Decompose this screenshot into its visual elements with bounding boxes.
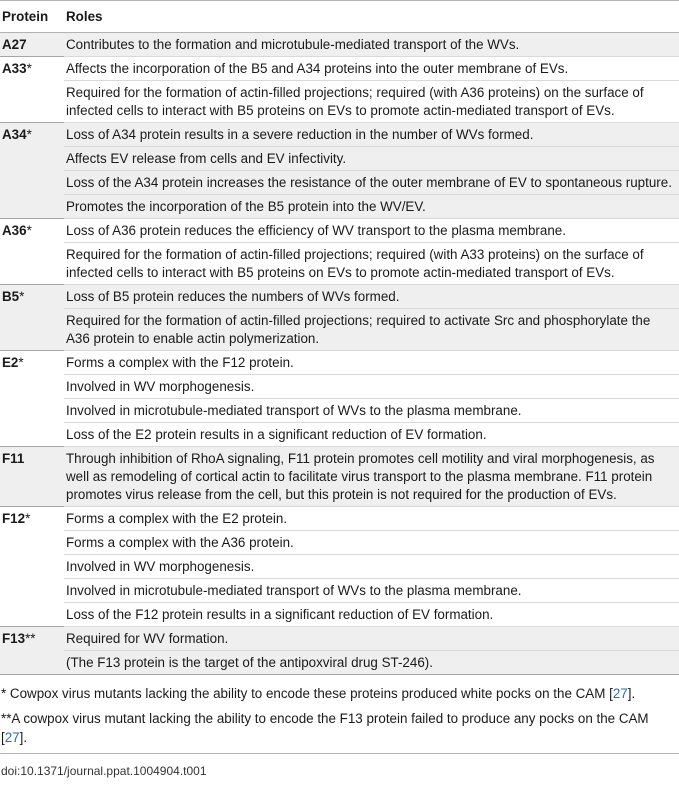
role-description: Loss of the F12 protein results in a significant reduction of EV formation. bbox=[64, 603, 679, 627]
protein-name: A33 bbox=[2, 61, 27, 76]
protein-cell bbox=[0, 555, 64, 579]
protein-name: F13 bbox=[2, 631, 26, 646]
footnote-text: * Cowpox virus mutants lacking the ability to encode these proteins produced white pocks on the CAM [ bbox=[1, 686, 613, 701]
role-description: Loss of the A34 protein increases the resistance of the outer membrane of EV to spontaneous rupture. bbox=[64, 171, 679, 195]
header-protein: Protein bbox=[0, 1, 64, 33]
protein-name: E2 bbox=[2, 355, 19, 370]
table-row bbox=[0, 651, 679, 675]
protein-name: B5 bbox=[2, 289, 20, 304]
protein-cell bbox=[0, 309, 64, 351]
footnote-marker: * bbox=[26, 127, 32, 142]
table-row bbox=[0, 57, 679, 81]
role-description: Involved in WV morphogenesis. bbox=[64, 375, 679, 399]
protein-name: A36 bbox=[2, 223, 27, 238]
protein-cell bbox=[0, 285, 64, 309]
role-description: Involved in WV morphogenesis. bbox=[64, 555, 679, 579]
table-row bbox=[0, 81, 679, 123]
table-row bbox=[0, 351, 679, 375]
footnote-marker: * bbox=[19, 289, 25, 304]
role-description: Involved in microtubule-mediated transport of WVs to the plasma membrane. bbox=[64, 579, 679, 603]
role-description: Loss of A36 protein reduces the efficiency of WV transport to the plasma membrane. bbox=[64, 219, 679, 243]
role-description: Affects EV release from cells and EV infectivity. bbox=[64, 147, 679, 171]
role-description: Contributes to the formation and microtubule-mediated transport of the WVs. bbox=[64, 33, 679, 57]
table-row bbox=[0, 285, 679, 309]
role-description: Forms a complex with the A36 protein. bbox=[64, 531, 679, 555]
table-row bbox=[0, 195, 679, 219]
table-row bbox=[0, 123, 679, 147]
protein-cell bbox=[0, 399, 64, 423]
protein-cell bbox=[0, 81, 64, 123]
role-description: Loss of A34 protein results in a severe reduction in the number of WVs formed. bbox=[64, 123, 679, 147]
role-description: (The F13 protein is the target of the antipoxviral drug ST-246). bbox=[64, 651, 679, 675]
table-row bbox=[0, 147, 679, 171]
footnote-double-asterisk bbox=[1, 709, 678, 747]
protein-cell bbox=[0, 33, 64, 57]
table-row bbox=[0, 555, 679, 579]
footnote-text-end: ]. bbox=[627, 686, 636, 701]
protein-cell bbox=[0, 447, 64, 507]
footnote-text-end: ]. bbox=[19, 730, 28, 745]
table-row bbox=[0, 447, 679, 507]
footnote-marker: * bbox=[25, 511, 31, 526]
table-row bbox=[0, 375, 679, 399]
table-row bbox=[0, 309, 679, 351]
table-row bbox=[0, 171, 679, 195]
table-row bbox=[0, 579, 679, 603]
protein-cell bbox=[0, 171, 64, 195]
role-description: Loss of the E2 protein results in a significant reduction of EV formation. bbox=[64, 423, 679, 447]
protein-cell bbox=[0, 375, 64, 399]
role-description: Loss of B5 protein reduces the numbers of WVs formed. bbox=[64, 285, 679, 309]
protein-cell bbox=[0, 579, 64, 603]
protein-name: A34 bbox=[2, 127, 27, 142]
protein-cell bbox=[0, 603, 64, 627]
role-description: Promotes the incorporation of the B5 protein into the WV/EV. bbox=[64, 195, 679, 219]
footnote-single-asterisk bbox=[1, 684, 678, 703]
footnote-text: **A cowpox virus mutant lacking the ability to encode the F13 protein failed to produce any pocks on the CAM [ bbox=[1, 711, 649, 745]
table-row bbox=[0, 627, 679, 651]
protein-name: F12 bbox=[2, 511, 26, 526]
role-description: Required for WV formation. bbox=[64, 627, 679, 651]
role-description: Required for the formation of actin-filled projections; required (with A36 proteins) on the surface of infected cells to interact with B5 proteins on EVs to promote actin-mediated transport of EVs. bbox=[64, 81, 679, 123]
role-description: Involved in microtubule-mediated transport of WVs to the plasma membrane. bbox=[64, 399, 679, 423]
table-body bbox=[0, 33, 679, 675]
protein-cell bbox=[0, 195, 64, 219]
role-description: Forms a complex with the E2 protein. bbox=[64, 507, 679, 531]
footnote-marker: ** bbox=[25, 631, 36, 646]
table-row bbox=[0, 243, 679, 285]
reference-link[interactable]: 27 bbox=[4, 730, 20, 745]
protein-name: A27 bbox=[2, 37, 27, 52]
table-row bbox=[0, 423, 679, 447]
role-description: Forms a complex with the F12 protein. bbox=[64, 351, 679, 375]
protein-cell bbox=[0, 651, 64, 675]
protein-cell bbox=[0, 627, 64, 651]
table-row bbox=[0, 531, 679, 555]
doi-text[interactable]: doi:10.1371/journal.ppat.1004904.t001 bbox=[1, 764, 207, 778]
footnote-marker: * bbox=[26, 223, 32, 238]
protein-cell bbox=[0, 147, 64, 171]
protein-cell bbox=[0, 57, 64, 81]
table-row bbox=[0, 399, 679, 423]
role-description: Required for the formation of actin-filled projections; required to activate Src and phosphorylate the A36 protein to enable actin polymerization. bbox=[64, 309, 679, 351]
role-description: Required for the formation of actin-filled projections; required (with A33 proteins) on the surface of infected cells to interact with B5 proteins on EVs to promote actin-mediated transport of EVs. bbox=[64, 243, 679, 285]
footnote-marker: * bbox=[26, 61, 32, 76]
table-row bbox=[0, 219, 679, 243]
protein-name: F11 bbox=[2, 451, 25, 466]
role-description: Affects the incorporation of the B5 and A34 proteins into the outer membrane of EVs. bbox=[64, 57, 679, 81]
table-row bbox=[0, 507, 679, 531]
reference-link[interactable]: 27 bbox=[612, 686, 628, 701]
header-roles: Roles bbox=[64, 1, 679, 33]
protein-cell bbox=[0, 243, 64, 285]
protein-cell bbox=[0, 219, 64, 243]
table-row bbox=[0, 33, 679, 57]
protein-cell bbox=[0, 351, 64, 375]
table-footnotes bbox=[0, 675, 679, 747]
role-description: Through inhibition of RhoA signaling, F11 protein promotes cell motility and viral morphogenesis, as well as remodeling of cortical actin to facilitate virus transport to the plasma membrane. F11 protein promotes virus release from the cell, but this protein is not required for the production of EVs. bbox=[64, 447, 679, 507]
table-header-row bbox=[0, 1, 679, 33]
protein-cell bbox=[0, 507, 64, 531]
protein-cell bbox=[0, 123, 64, 147]
table-row bbox=[0, 603, 679, 627]
footnote-marker: * bbox=[18, 355, 24, 370]
protein-cell bbox=[0, 423, 64, 447]
protein-cell bbox=[0, 531, 64, 555]
